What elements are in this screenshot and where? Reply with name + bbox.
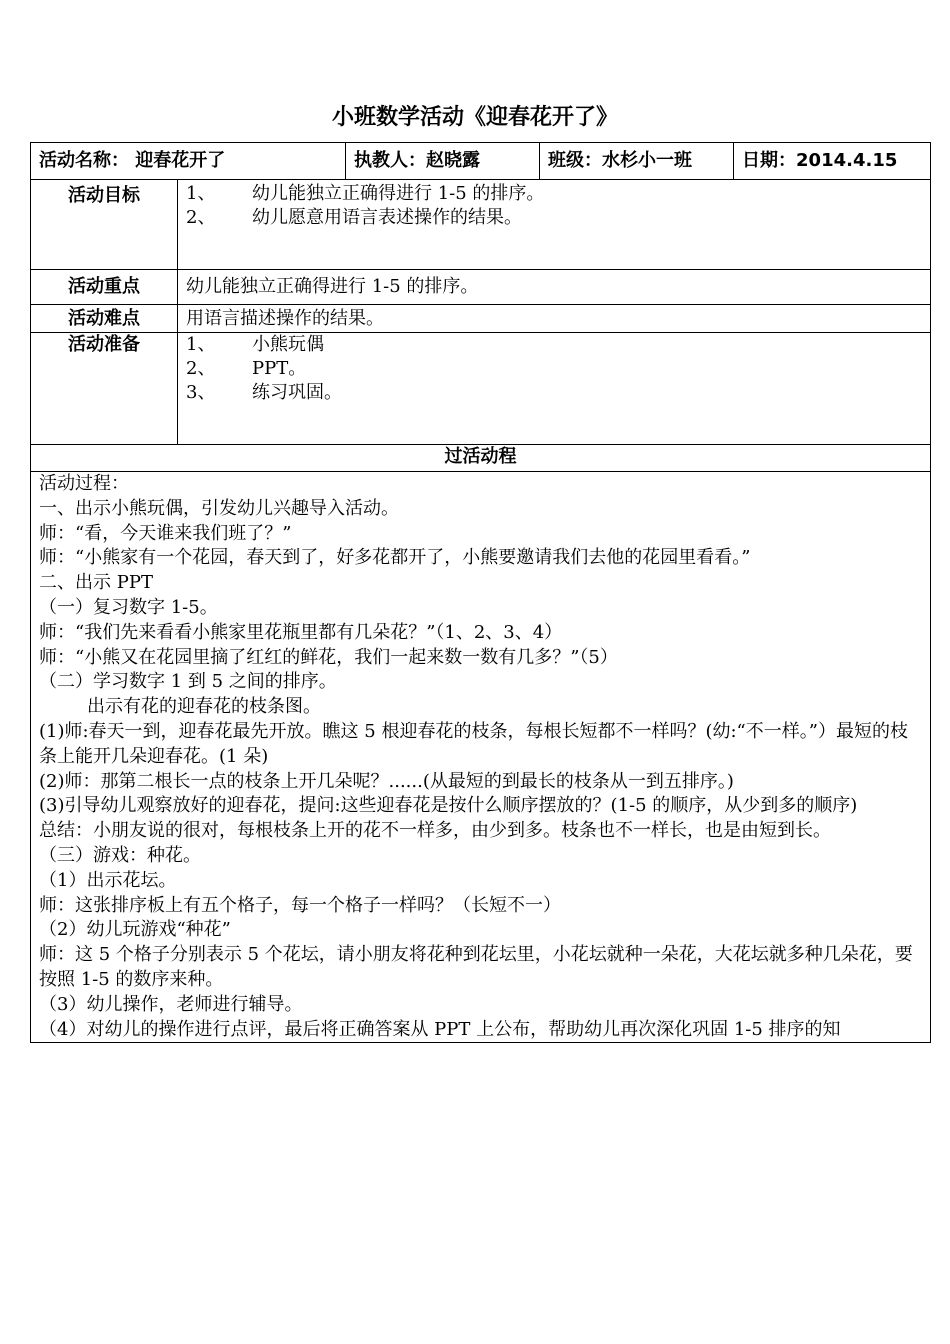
- lesson-plan-table: [30, 142, 931, 1043]
- prep-item: [186, 357, 922, 381]
- process-line: （2）幼儿玩游戏“种花”: [39, 919, 231, 941]
- process-line: （4）对幼儿的操作进行点评，最后将正确答案从 PPT 上公布，帮助幼儿再次深化巩固 1-5 排序的知: [39, 1018, 841, 1040]
- key-point-text: 幼儿能独立正确得进行 1-5 的排序。: [178, 270, 931, 305]
- process-line: （三）游戏：种花。: [39, 844, 201, 866]
- goals-row: [31, 180, 931, 270]
- process-line: （二）学习数字 1 到 5 之间的排序。: [39, 671, 337, 693]
- goal-item: [186, 182, 922, 206]
- class-cell: 班级：水杉小一班: [540, 143, 734, 180]
- process-line: （一）复习数字 1-5。: [39, 596, 218, 618]
- preparation-content: [178, 333, 931, 445]
- process-line: 师：这张排序板上有五个格子，每一个格子一样吗？（长短不一）: [39, 894, 561, 916]
- activity-name-cell: 活动名称： 迎春花开了: [31, 143, 346, 180]
- prep-text: 小熊玩偶: [252, 334, 324, 355]
- process-line: (3)引导幼儿观察放好的迎春花，提问:这些迎春花是按什么顺序摆放的？(1-5 的顺序，从少到多的顺序): [39, 795, 858, 817]
- section-row: [31, 445, 931, 472]
- process-content: [31, 472, 931, 1043]
- key-point-row: [31, 270, 931, 305]
- prep-num: 2、: [186, 358, 216, 379]
- process-line: 师：这 5 个格子分别表示 5 个花坛，请小朋友将花种到花坛里，小花坛就种一朵花，大花坛就多种几朵花，要按照 1-5 的数序来种。: [39, 944, 913, 990]
- process-line: 师：“小熊家有一个花园，春天到了，好多花都开了，小熊要邀请我们去他的花园里看看。”: [39, 547, 751, 569]
- preparation-row: [31, 333, 931, 445]
- process-line: (2)师：那第二根长一点的枝条上开几朵呢？......(从最短的到最长的枝条从一到五排序。): [39, 770, 734, 792]
- prep-num: 3、: [186, 382, 216, 403]
- difficulty-row: [31, 305, 931, 333]
- process-row: [31, 472, 931, 1043]
- process-line: （1）出示花坛。: [39, 869, 177, 891]
- goals-label: 活动目标: [31, 180, 178, 270]
- prep-num: 1、: [186, 334, 216, 355]
- key-point-label: 活动重点: [31, 270, 178, 305]
- prep-item: [186, 381, 922, 405]
- process-line: (1)师:春天一到，迎春花最先开放。瞧这 5 根迎春花的枝条，每根长短都不一样吗？(幼:“不一样。”）最短的枝条上能开几朵迎春花。(1 朵): [39, 720, 908, 767]
- goal-num: 1、: [186, 183, 216, 204]
- process-line: （3）幼儿操作，老师进行辅导。: [39, 993, 303, 1015]
- goal-text: 幼儿愿意用语言表述操作的结果。: [252, 207, 522, 228]
- goal-text: 幼儿能独立正确得进行 1-5 的排序。: [252, 183, 545, 204]
- goal-item: [186, 206, 922, 230]
- process-line: 出示有花的迎春花的枝条图。: [87, 696, 321, 718]
- preparation-label: 活动准备: [31, 333, 178, 445]
- prep-item: [186, 333, 922, 357]
- process-line: 一、出示小熊玩偶，引发幼儿兴趣导入活动。: [39, 497, 399, 519]
- process-line: 二、出示 PPT: [39, 572, 153, 594]
- header-row: [31, 143, 931, 180]
- date-cell: 日期：2014.4.15: [734, 143, 931, 180]
- process-line: 总结：小朋友说的很对，每根枝条上开的花不一样多，由少到多。枝条也不一样长，也是由短到长。: [39, 820, 831, 842]
- teacher-cell: 执教人：赵晓露: [346, 143, 540, 180]
- section-title: 过活动程: [31, 445, 931, 472]
- difficulty-label: 活动难点: [31, 305, 178, 333]
- goal-num: 2、: [186, 207, 216, 228]
- process-line: 师：“我们先来看看小熊家里花瓶里都有几朵花？”（1、2、3、4）: [39, 621, 563, 643]
- goals-content: [178, 180, 931, 270]
- process-line: 师：“小熊又在花园里摘了红红的鲜花，我们一起来数一数有几多？”（5）: [39, 646, 618, 668]
- difficulty-text: 用语言描述操作的结果。: [178, 305, 931, 333]
- page-title: 小班数学活动《迎春花开了》: [331, 105, 618, 130]
- prep-text: 练习巩固。: [252, 382, 342, 403]
- process-line: 师：“看，今天谁来我们班了？”: [39, 522, 292, 544]
- process-line: 活动过程：: [39, 473, 129, 494]
- prep-text: PPT。: [252, 358, 307, 379]
